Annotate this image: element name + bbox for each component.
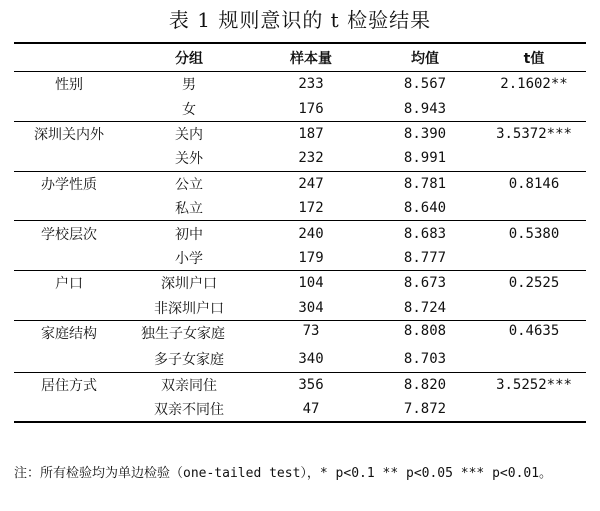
variable-cell [14,246,124,271]
group-cell: 初中 [124,221,254,246]
group-cell: 非深圳户口 [154,300,224,317]
mean-cell: 8.567 [368,72,482,97]
group-cell: 私立 [175,201,203,218]
group-cell: 关内 [124,121,254,146]
table-row [14,196,586,221]
t-value-cell: 0.8146 [482,171,586,196]
mean-cell: 8.820 [368,372,482,397]
group-cell: 多子女家庭 [154,352,224,369]
sample-size-cell: 356 [254,372,368,397]
t-value-cell [482,196,586,221]
mean-cell: 8.640 [403,200,447,217]
variable-cell: 家庭结构 [14,320,124,347]
sample-size-cell: 73 [254,320,368,347]
sample-size-cell: 340 [298,351,324,368]
header-sample-size: 样本量 [254,43,368,72]
t-value-cell: 2.1602** [482,72,586,97]
header-t-value: t值 [482,43,586,72]
group-cell: 双亲不同住 [124,397,254,422]
mean-cell: 8.724 [403,299,447,316]
sample-size-cell: 232 [298,150,324,167]
sample-size-cell: 47 [254,397,368,422]
mean-cell: 7.872 [368,397,482,422]
table-title: 表 1 规则意识的 t 检验结果 [168,8,432,32]
t-value-cell: 0.4635 [482,320,586,347]
header-variable [14,43,124,72]
mean-cell: 8.943 [403,100,447,117]
variable-cell [14,347,124,372]
table-row [14,96,586,121]
group-cell: 女 [182,101,196,118]
t-test-table [14,42,586,423]
group-cell: 公立 [124,171,254,196]
table-row [14,221,586,246]
table-row [14,296,586,321]
table-row [14,271,586,296]
group-cell: 小学 [175,250,203,267]
group-cell: 双亲同住 [124,372,254,397]
sample-size-cell: 247 [254,171,368,196]
variable-cell [14,397,124,422]
variable-cell: 居住方式 [14,372,124,397]
mean-cell: 8.991 [403,150,447,167]
mean-cell: 8.390 [368,121,482,146]
sample-size-cell: 233 [254,72,368,97]
t-value-cell [482,96,586,121]
header-mean: 均值 [368,43,482,72]
t-value-cell [482,246,586,271]
mean-cell: 8.808 [368,320,482,347]
group-cell [124,320,254,347]
t-value-cell [482,347,586,372]
variable-cell: 学校层次 [14,221,124,246]
group-cell-text: 独生子女家庭 [141,326,225,343]
t-value-cell: 3.5252*** [482,372,586,397]
mean-cell: 8.673 [368,271,482,296]
table-row [14,146,586,171]
table-row [14,72,586,97]
header-row [14,43,586,72]
table-row [14,171,586,196]
sample-size-cell: 304 [298,299,324,316]
variable-cell: 办学性质 [14,171,124,196]
variable-cell [14,96,124,121]
variable-cell: 性别 [14,72,124,97]
t-value-cell: 3.5372*** [482,121,586,146]
sample-size-cell: 240 [254,221,368,246]
mean-cell: 8.777 [403,249,447,266]
group-cell: 关外 [175,151,203,168]
mean-cell: 8.703 [403,351,447,368]
sample-size-cell: 187 [254,121,368,146]
variable-cell: 深圳关内外 [14,121,124,146]
table-footnote: 注：所有检验均为单边检验（one-tailed test），* p<0.1 ** p<0.05 *** p<0.01。 [14,466,553,481]
table-row [14,347,586,372]
table-row [14,121,586,146]
sample-size-cell: 172 [298,200,324,217]
t-value-cell [482,146,586,171]
variable-cell [14,296,124,321]
sample-size-cell: 176 [298,100,324,117]
sample-size-cell: 179 [298,249,324,266]
t-value-cell [482,296,586,321]
table-row [14,246,586,271]
table-row [14,397,586,422]
sample-size-cell: 104 [254,271,368,296]
mean-cell: 8.781 [368,171,482,196]
variable-cell: 户口 [14,271,124,296]
variable-cell [14,146,124,171]
t-value-cell: 0.5380 [482,221,586,246]
table-row [14,372,586,397]
mean-cell: 8.683 [368,221,482,246]
variable-cell [14,196,124,221]
header-group: 分组 [124,43,254,72]
t-value-cell [482,397,586,422]
t-value-cell: 0.2525 [482,271,586,296]
group-cell: 深圳户口 [124,271,254,296]
table-row [14,320,586,347]
group-cell: 男 [124,72,254,97]
